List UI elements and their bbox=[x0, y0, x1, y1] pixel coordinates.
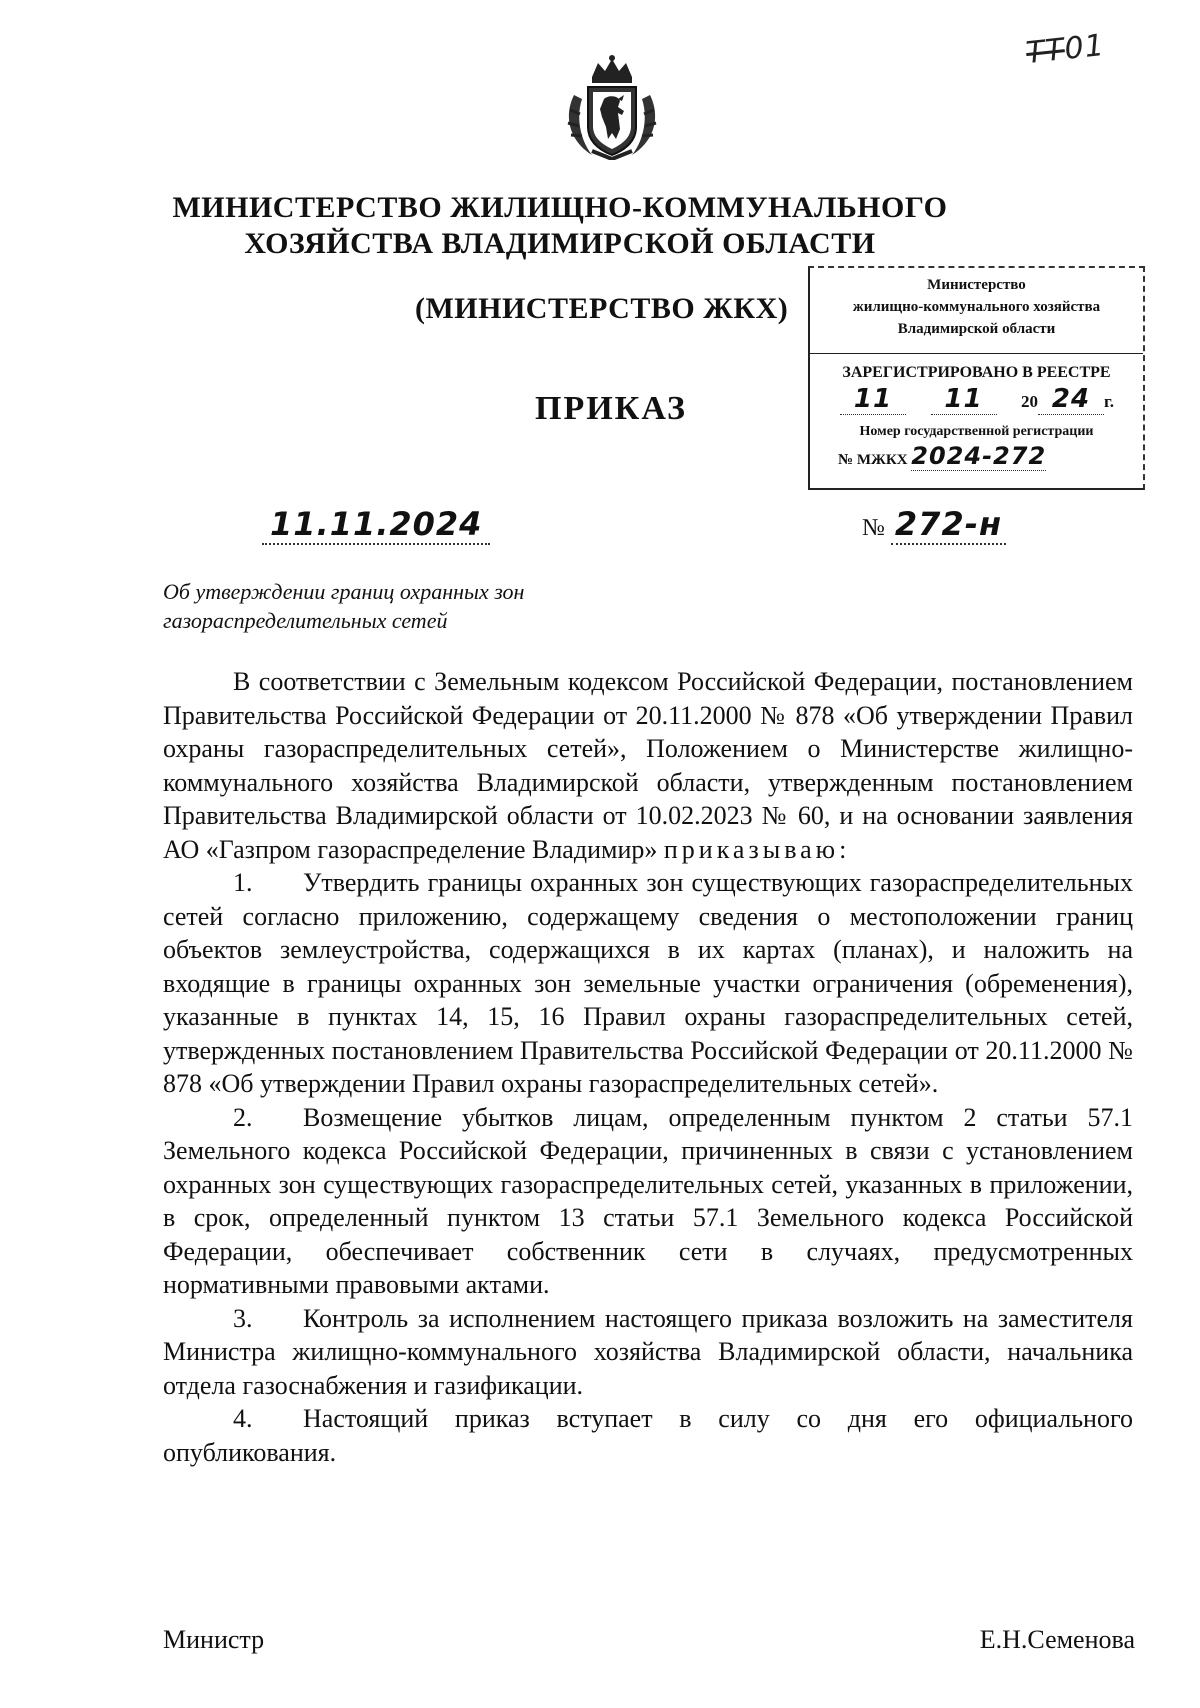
registration-stamp bbox=[808, 266, 1145, 490]
stamp-reg-month: 11 bbox=[931, 384, 997, 415]
ministry-short-name: (МИНИСТЕРСТВО ЖКХ) bbox=[415, 292, 789, 325]
preamble-paragraph: В соответствии с Земельным кодексом Российской Федерации, постановлением Правительства Российской Федерации от 20.11.2000 № 878 «Об утверждении Правил охраны газораспределительных сетей», Положением о Министерстве жилищно-коммунального хозяйства Владимирской области, утвержденным постановлением Правительства Владимирской области от 10.02.2023 № 60, и на основании заявления АО «Газпром газораспределение Владимир» приказываю: bbox=[163, 667, 1133, 864]
handwritten-corner-mark: ТТ01 bbox=[1024, 27, 1107, 72]
order-item: 2. Возмещение убытков лицам, определенным пунктом 2 статьи 57.1 Земельного кодекса Российской Федерации, причиненных в связи с установлением охранных зон существующих газораспределительных сетей, указанных в приложении, в срок, определенный пунктом 13 статьи 57.1 Земельного кодекса Российской Федерации, обеспечивает собственник сети в случаях, предусмотренных нормативными правовыми актами. bbox=[163, 1102, 1133, 1299]
signatory-position: Министр bbox=[163, 1625, 265, 1654]
stamp-number-label: Номер государственной регистрации bbox=[859, 424, 1094, 439]
coat-of-arms-icon bbox=[562, 55, 662, 160]
stamp-registered-label: ЗАРЕГИСТРИРОВАНО В РЕЕСТРЕ bbox=[842, 364, 1111, 381]
order-item: 3. Контроль за исполнением настоящего приказа возложить на заместителя Министра жилищно-коммунального хозяйства Владимирской области, начальника отдела газоснабжения и газификации. bbox=[163, 1303, 1133, 1400]
decree-word: приказываю: bbox=[663, 834, 851, 864]
stamp-number-value: 2024-272 bbox=[911, 442, 1047, 470]
stamp-registration-number: № МЖКХ 2024-272 bbox=[838, 442, 1047, 470]
signature-block bbox=[163, 1625, 1135, 1655]
stamp-reg-year: 24 bbox=[1038, 384, 1104, 415]
order-number: № 272-н bbox=[862, 505, 1006, 543]
stamp-registration-date: 11 11 20 24 г. bbox=[810, 384, 1143, 418]
order-item: 4. Настоящий приказ вступает в силу со дня его официального опубликования. bbox=[163, 1404, 1133, 1467]
stamp-ministry-block: Министерство жилищно-коммунального хозяйства Владимирской области bbox=[810, 268, 1143, 354]
signatory-name: Е.Н.Семенова bbox=[979, 1625, 1135, 1654]
order-date: 11.11.2024 bbox=[262, 505, 490, 545]
stamp-reg-day: 11 bbox=[840, 384, 906, 415]
order-subject: Об утверждении границ охранных зон газораспределительных сетей bbox=[163, 579, 525, 633]
document-type-title: ПРИКАЗ bbox=[535, 390, 687, 427]
order-body bbox=[163, 665, 1133, 1469]
ministry-title: МИНИСТЕРСТВО ЖИЛИЩНО-КОММУНАЛЬНОГО ХОЗЯЙСТВА ВЛАДИМИРСКОЙ ОБЛАСТИ bbox=[172, 191, 948, 260]
order-item: 1. Утвердить границы охранных зон существующих газораспределительных сетей согласно приложению, содержащему сведения о местоположении границ объектов землеустройства, содержащихся в их картах (планах), и наложить на входящие в границы охранных зон земельные участки ограничения (обременения), указанные в пунктах 14, 15, 16 Правил охраны газораспределительных сетей, утвержденных постановлением Правительства Российской Федерации от 20.11.2000 № 878 «Об утверждении Правил охраны газораспределительных сетей». bbox=[163, 868, 1133, 1098]
